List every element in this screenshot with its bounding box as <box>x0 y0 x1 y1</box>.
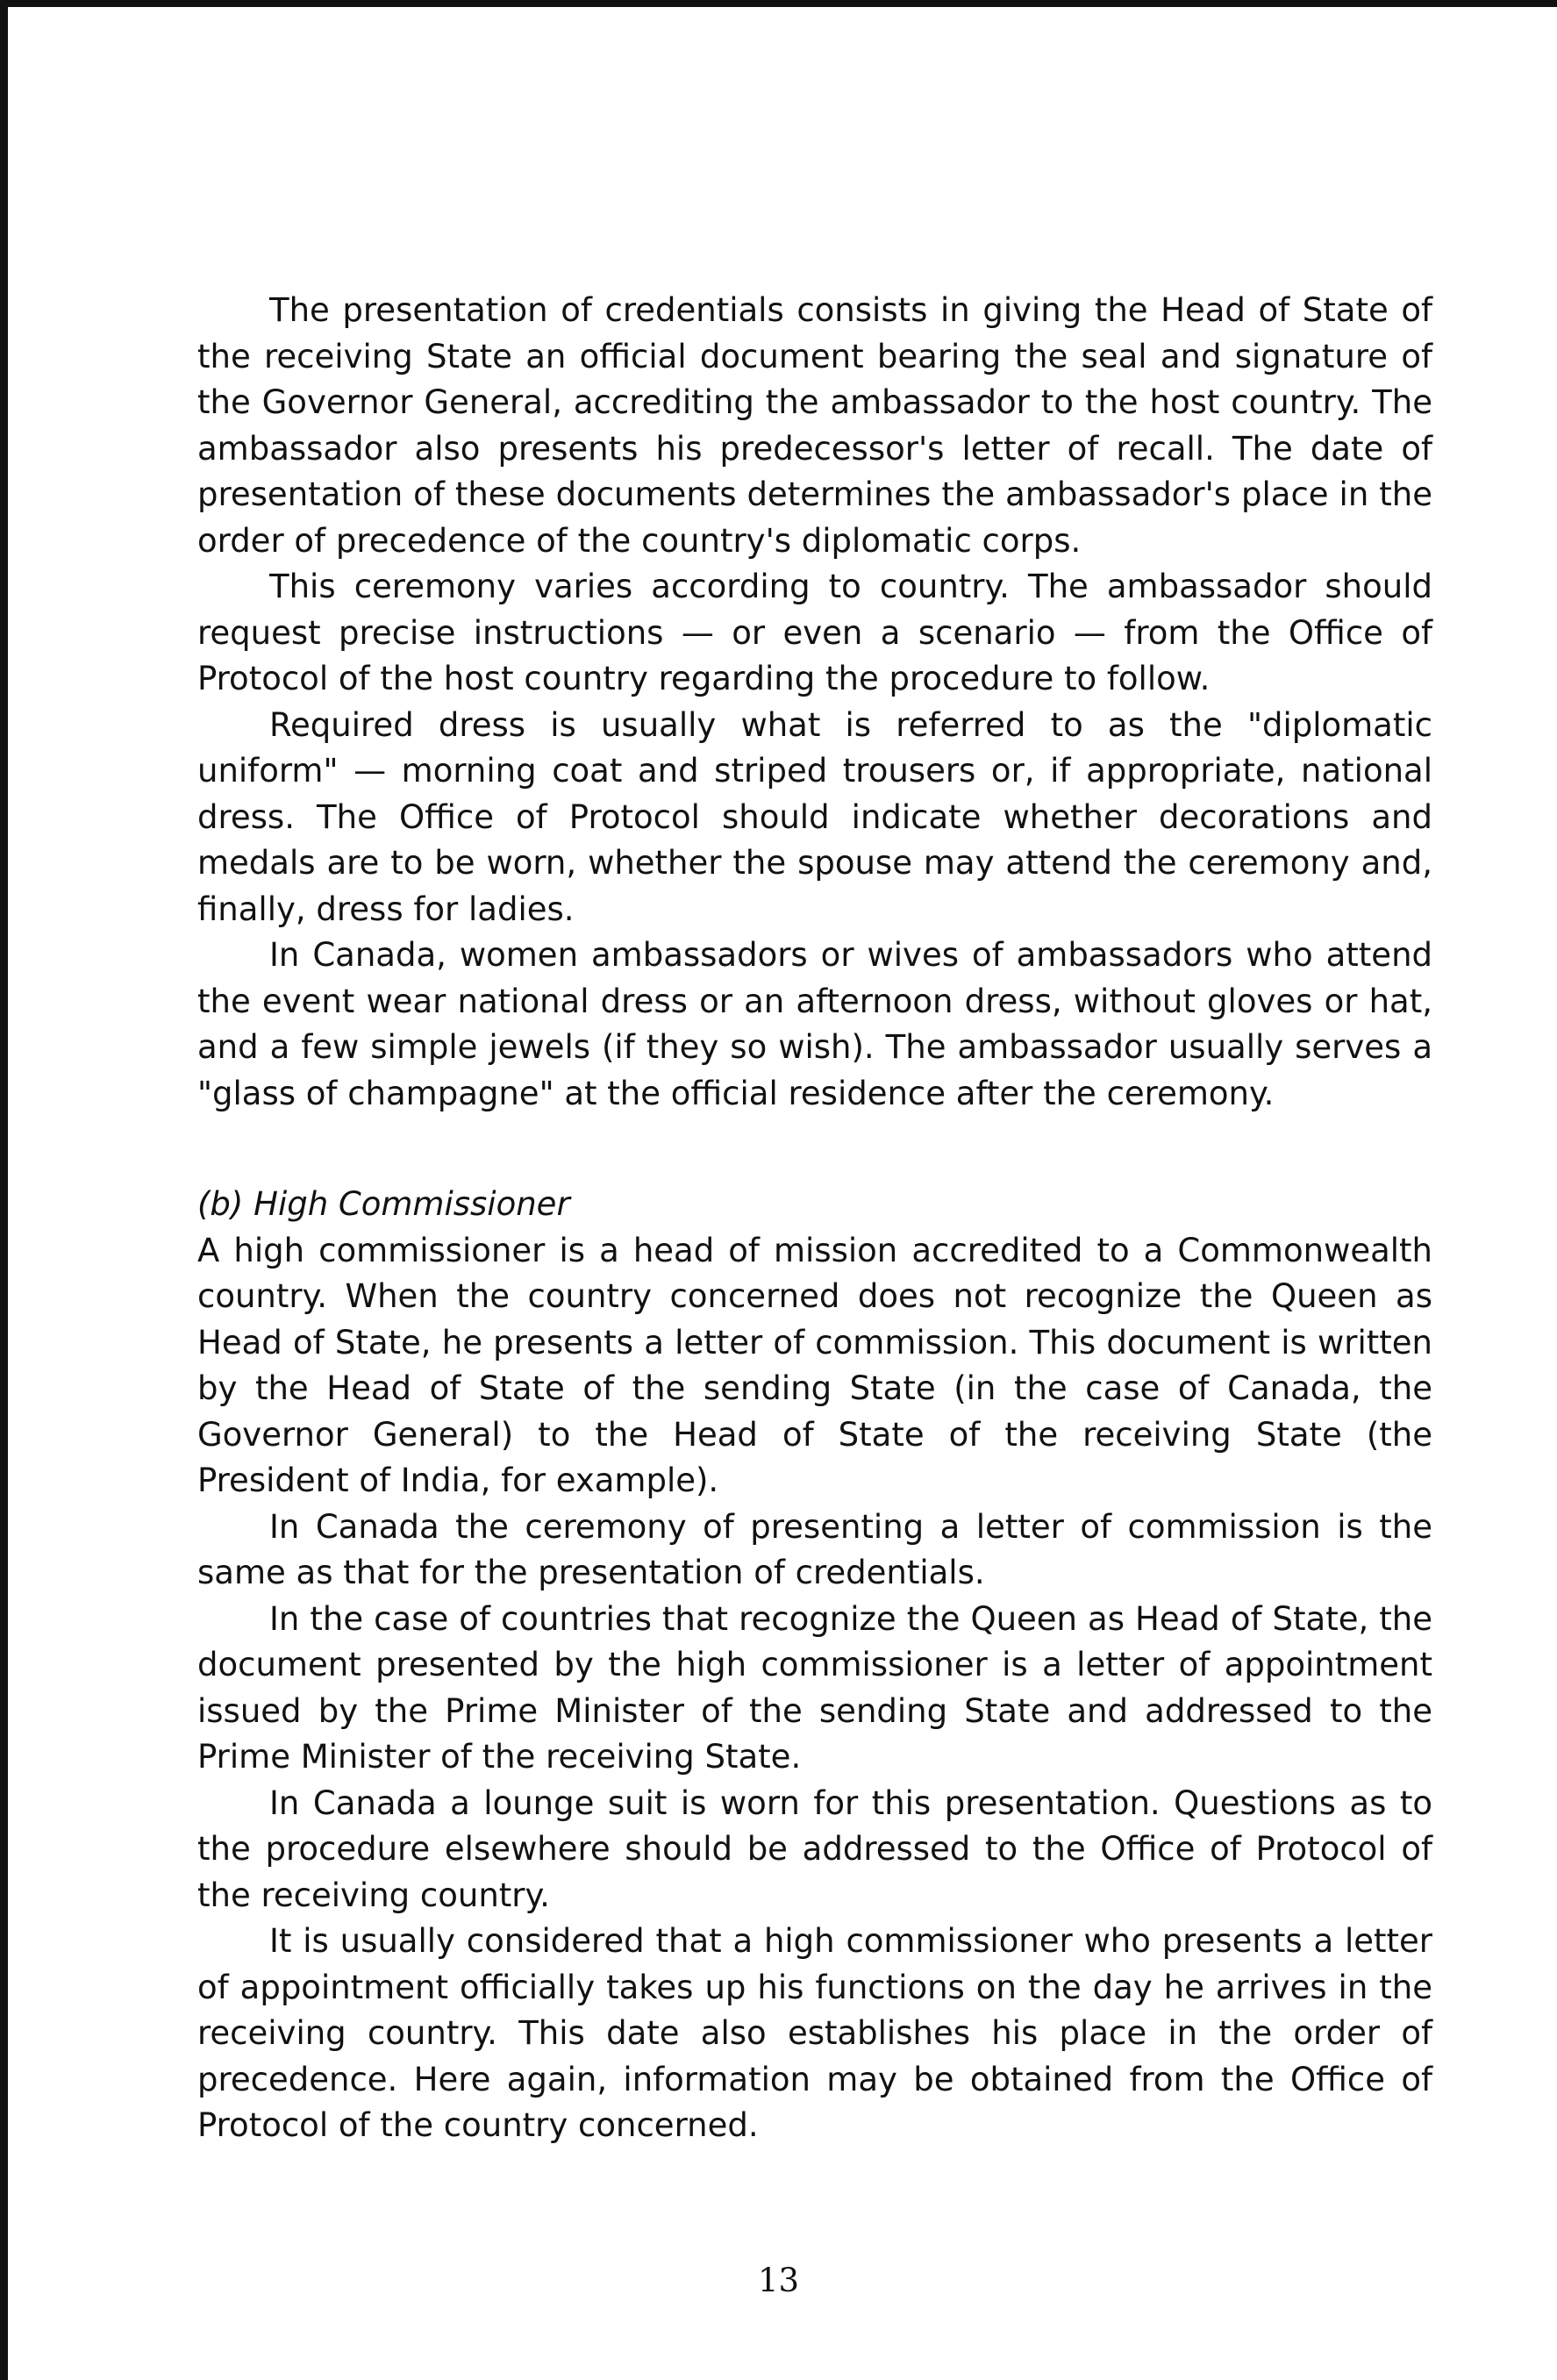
section-heading: (b) High Commissioner <box>197 1185 570 1223</box>
left-border-rule <box>0 0 8 2380</box>
paragraph-letter-appointment: In the case of countries that recognize the Queen as Head of State, the document presented by the high commissioner is a letter of appointment issued by the Prime Minister of the sending State and addressed to the Prime Minister of the receiving State. <box>197 1599 1432 1776</box>
page-number: 13 <box>757 2262 800 2299</box>
top-border-rule <box>0 0 1557 7</box>
paragraph-high-commissioner: A high commissioner is a head of mission accredited to a Commonwealth country. When the country concerned does not recognize the Queen as Head of State, he presents a letter of commission. This document is written by the Head of State of the sending State (in the case of Canada, the Governor General) to the Head of State of the receiving State (the President of India, for example). <box>197 1231 1432 1499</box>
paragraph-canada-dress: In Canada, women ambassadors or wives of ambassadors who attend the event wear national dress or an afternoon dress, without gloves or hat, and a few simple jewels (if they so wish). The ambassador usually serves a "glass of champagne" at the official residence after the ceremony. <box>197 936 1432 1112</box>
page-body <box>197 288 1432 2149</box>
paragraph-credentials: The presentation of credentials consists in giving the Head of State of the receiving State an official document bearing the seal and signature of the Governor General, accrediting the ambassador to the host country. The ambassador also presents his predecessor's letter of recall. The date of presentation of these documents determines the ambassador's place in the order of precedence of the country's diplomatic corps. <box>197 291 1432 560</box>
paragraph-letter-commission: In Canada the ceremony of presenting a letter of commission is the same as that for the presentation of credentials. <box>197 1507 1432 1591</box>
paragraph-functions: It is usually considered that a high commissioner who presents a letter of appointment officially takes up his functions on the day he arrives in the receiving country. This date also establishes his place in the order of precedence. Here again, information may be obtained from the Office of Protocol of the country concerned. <box>197 1922 1432 2144</box>
paragraph-required-dress: Required dress is usually what is referred to as the "diplomatic uniform" — morning coat and striped trousers or, if appropriate, national dress. The Office of Protocol should indicate whether decorations and medals are to be worn, whether the spouse may attend the ceremony and, finally, dress for ladies. <box>197 705 1432 928</box>
paragraph-ceremony-varies: This ceremony varies according to country. The ambassador should request precise instructions — or even a scenario — from the Office of Protocol of the host country regarding the procedure to follow. <box>197 568 1432 697</box>
section-spacer <box>197 1117 1432 1182</box>
paragraph-lounge-suit: In Canada a lounge suit is worn for this presentation. Questions as to the procedure elsewhere should be addressed to the Office of Protocol of the receiving country. <box>197 1783 1432 1914</box>
